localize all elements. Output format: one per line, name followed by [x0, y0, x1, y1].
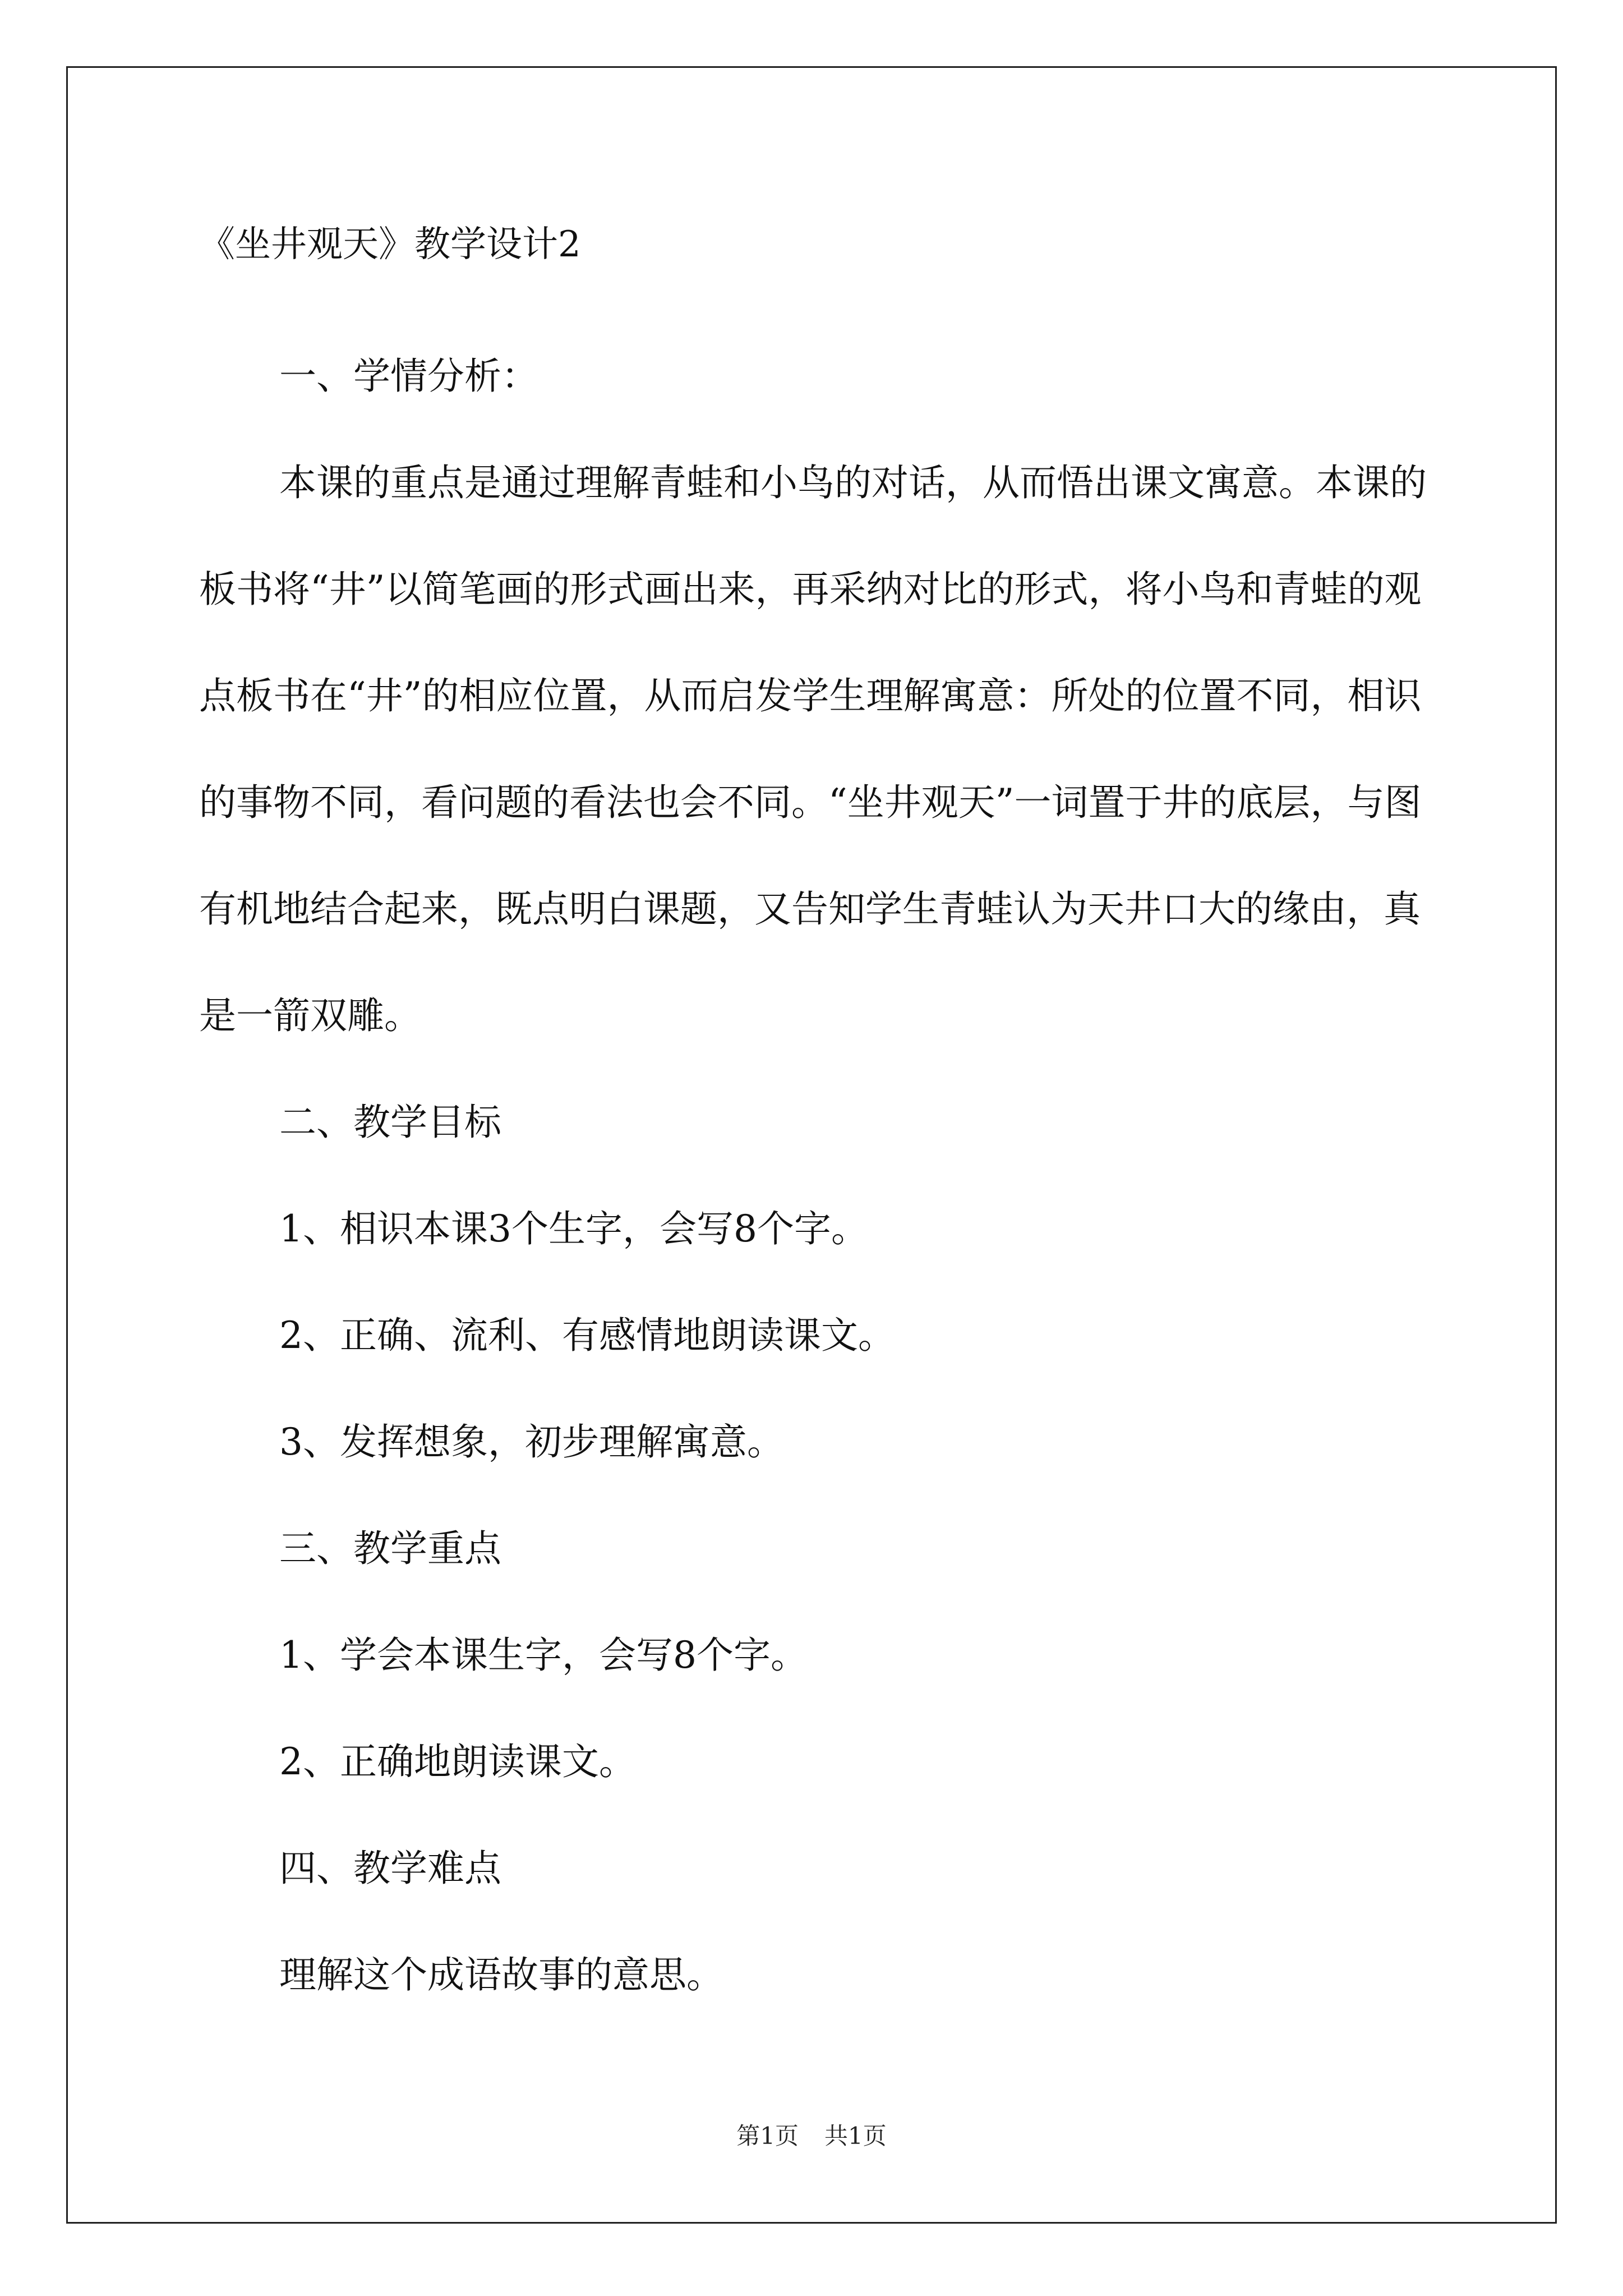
section-heading-goals: 二、教学目标	[279, 1101, 501, 1144]
goal-item-2: 2、正确、流利、有感情地朗读课文。	[279, 1314, 895, 1357]
document-body	[199, 218, 1427, 2028]
page-total: 共1页	[824, 2122, 887, 2150]
key-point-item-1: 1、学会本课生字，会写8个字。	[279, 1634, 808, 1677]
page-number: 第1页	[736, 2122, 799, 2150]
analysis-paragraph: 本课的重点是通过理解青蛙和小鸟的对话，从而悟出课文寓意。本课的板书将“井”以简笔画的形式画出来，再采纳对比的形式，将小鸟和青蛙的观点板书在“井”的相应位置，从而启发学生理解寓意：所处的位置不同，相识的事物不同，看问题的看法也会不同。“坐井观天”一词置于井的底层，与图有机地结合起来，既点明白课题，又告知学生青蛙认为天井口大的缘由，真是一箭双雕。	[199, 461, 1427, 1037]
goal-item-3: 3、发挥想象，初步理解寓意。	[279, 1420, 784, 1464]
section-heading-difficulties: 四、教学难点	[279, 1847, 501, 1890]
key-point-item-2: 2、正确地朗读课文。	[279, 1740, 636, 1783]
section-heading-key-points: 三、教学重点	[279, 1527, 501, 1570]
page-footer	[0, 2119, 1623, 2153]
difficulty-item-1: 理解这个成语故事的意思。	[279, 1953, 723, 1996]
section-heading-analysis: 一、学情分析：	[279, 355, 538, 398]
document-title: 《坐井观天》教学设计2	[199, 224, 581, 265]
goal-item-1: 1、相识本课3个生字，会写8个字。	[279, 1207, 868, 1250]
